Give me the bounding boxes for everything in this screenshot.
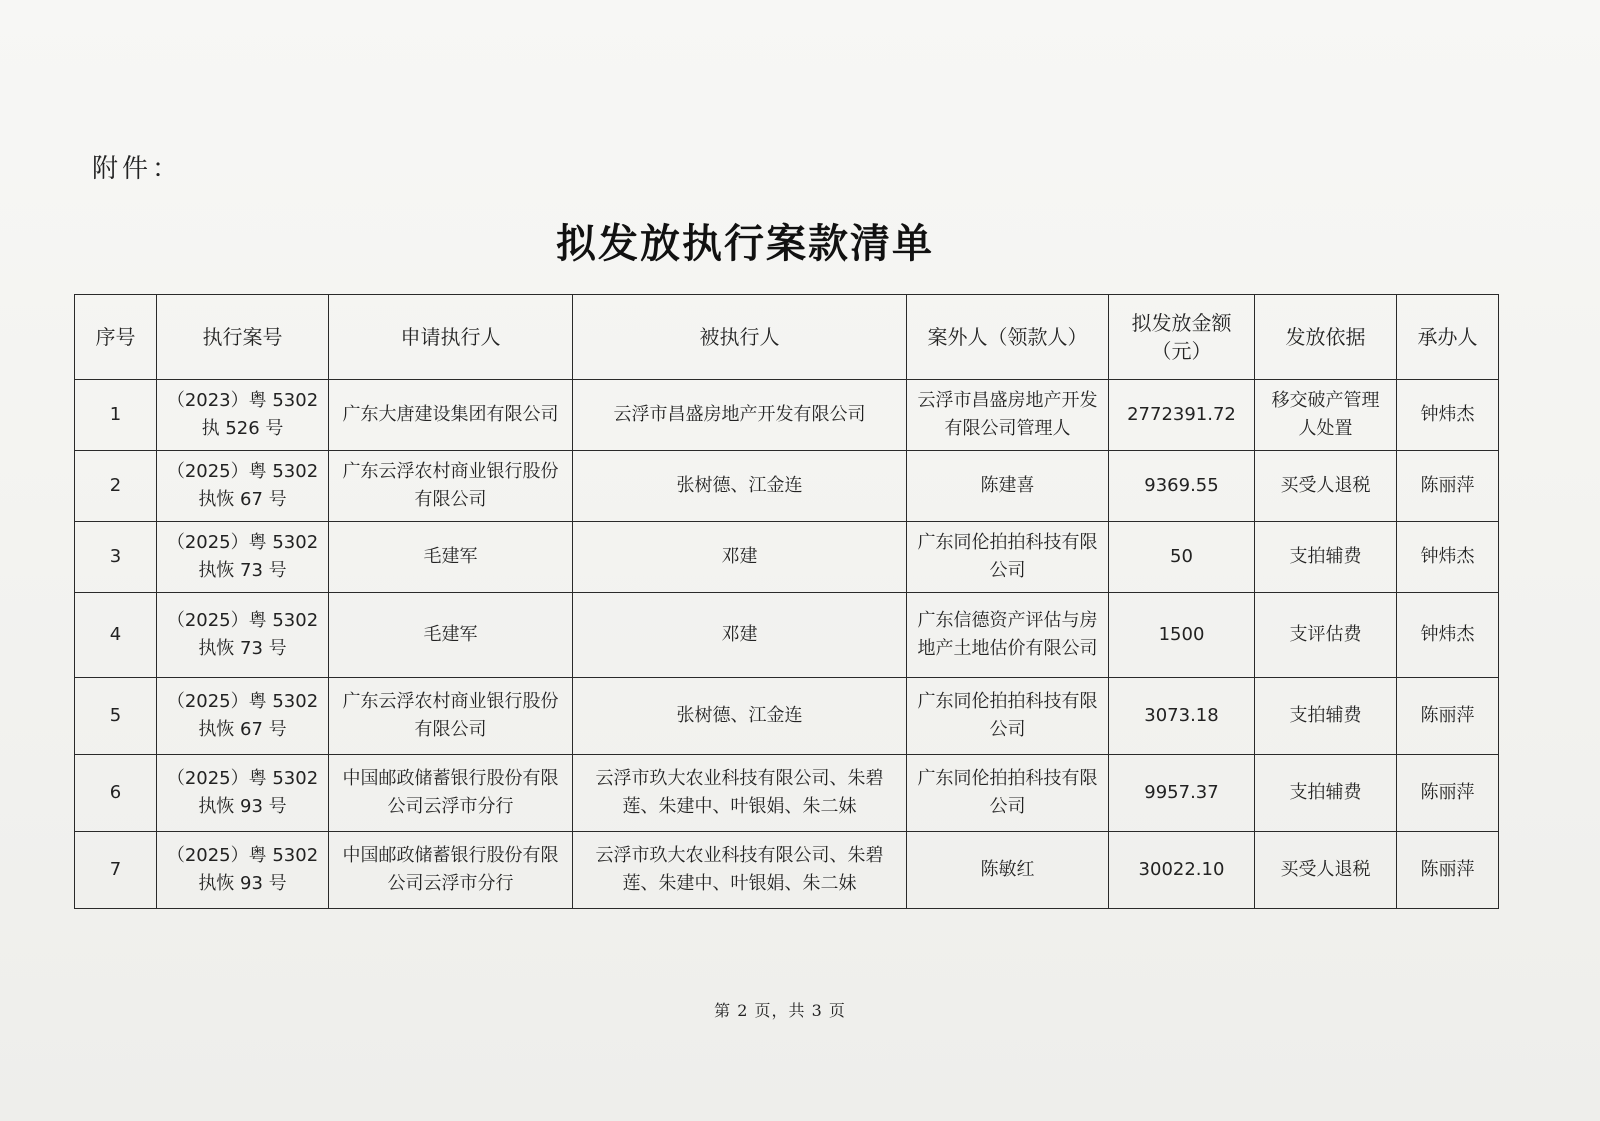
cell-respondent: 云浮市玖大农业科技有限公司、朱碧莲、朱建中、叶银娟、朱二妹 [573,832,907,909]
cell-payee: 陈敏红 [907,832,1109,909]
header-respondent: 被执行人 [573,295,907,380]
header-payee: 案外人（领款人） [907,295,1109,380]
table-header-row [75,295,1499,380]
cell-case-no: （2025）粤 5302 执恢 73 号 [157,593,329,678]
cell-case-no: （2025）粤 5302 执恢 73 号 [157,522,329,593]
attachment-label: 附件： [92,154,183,184]
cell-applicant: 中国邮政储蓄银行股份有限公司云浮市分行 [329,832,573,909]
cell-seq: 6 [75,755,157,832]
document-title: 拟发放执行案款清单 [556,221,934,267]
cell-respondent: 张树德、江金连 [573,678,907,755]
cell-case-no: （2025）粤 5302 执恢 93 号 [157,755,329,832]
cell-handler: 钟炜杰 [1397,380,1499,451]
table-row [75,451,1499,522]
cell-seq: 7 [75,832,157,909]
cell-payee: 广东同伦拍拍科技有限公司 [907,755,1109,832]
cell-payee: 陈建喜 [907,451,1109,522]
cell-handler: 钟炜杰 [1397,522,1499,593]
cell-handler: 陈丽萍 [1397,451,1499,522]
cell-respondent: 云浮市昌盛房地产开发有限公司 [573,380,907,451]
cell-applicant: 毛建军 [329,593,573,678]
cell-basis: 支拍辅费 [1255,678,1397,755]
cell-applicant: 广东云浮农村商业银行股份有限公司 [329,678,573,755]
cell-amount: 1500 [1109,593,1255,678]
cell-respondent: 邓建 [573,522,907,593]
table-row [75,522,1499,593]
cell-case-no: （2025）粤 5302 执恢 67 号 [157,451,329,522]
table-row [75,755,1499,832]
cell-respondent: 邓建 [573,593,907,678]
cell-applicant: 广东云浮农村商业银行股份有限公司 [329,451,573,522]
cell-basis: 移交破产管理人处置 [1255,380,1397,451]
cell-payee: 广东信德资产评估与房地产土地估价有限公司 [907,593,1109,678]
cell-seq: 2 [75,451,157,522]
cell-basis: 支评估费 [1255,593,1397,678]
cell-handler: 陈丽萍 [1397,755,1499,832]
header-amount: 拟发放金额（元） [1109,295,1255,380]
table-row [75,380,1499,451]
header-case-no: 执行案号 [157,295,329,380]
cell-payee: 广东同伦拍拍科技有限公司 [907,678,1109,755]
cell-basis: 支拍辅费 [1255,755,1397,832]
cell-case-no: （2025）粤 5302 执恢 93 号 [157,832,329,909]
cell-basis: 买受人退税 [1255,451,1397,522]
cell-handler: 陈丽萍 [1397,832,1499,909]
table-row [75,593,1499,678]
cell-amount: 50 [1109,522,1255,593]
cell-applicant: 广东大唐建设集团有限公司 [329,380,573,451]
cell-seq: 5 [75,678,157,755]
table-row [75,678,1499,755]
cell-case-no: （2025）粤 5302 执恢 67 号 [157,678,329,755]
cell-respondent: 张树德、江金连 [573,451,907,522]
header-seq: 序号 [75,295,157,380]
cell-amount: 9369.55 [1109,451,1255,522]
cell-applicant: 中国邮政储蓄银行股份有限公司云浮市分行 [329,755,573,832]
cell-payee: 云浮市昌盛房地产开发有限公司管理人 [907,380,1109,451]
cell-payee: 广东同伦拍拍科技有限公司 [907,522,1109,593]
cell-case-no: （2023）粤 5302 执 526 号 [157,380,329,451]
header-applicant: 申请执行人 [329,295,573,380]
cell-amount: 9957.37 [1109,755,1255,832]
header-handler: 承办人 [1397,295,1499,380]
page-number-footer: 第 2 页，共 3 页 [714,1001,846,1020]
cell-seq: 1 [75,380,157,451]
cell-basis: 买受人退税 [1255,832,1397,909]
cell-handler: 陈丽萍 [1397,678,1499,755]
table-header [75,295,1499,380]
table-row [75,832,1499,909]
cell-amount: 30022.10 [1109,832,1255,909]
cell-basis: 支拍辅费 [1255,522,1397,593]
cell-seq: 3 [75,522,157,593]
cell-handler: 钟炜杰 [1397,593,1499,678]
header-basis: 发放依据 [1255,295,1397,380]
cell-amount: 3073.18 [1109,678,1255,755]
table-body [75,380,1499,909]
cell-amount: 2772391.72 [1109,380,1255,451]
case-payment-table [74,294,1499,909]
cell-applicant: 毛建军 [329,522,573,593]
cell-seq: 4 [75,593,157,678]
cell-respondent: 云浮市玖大农业科技有限公司、朱碧莲、朱建中、叶银娟、朱二妹 [573,755,907,832]
